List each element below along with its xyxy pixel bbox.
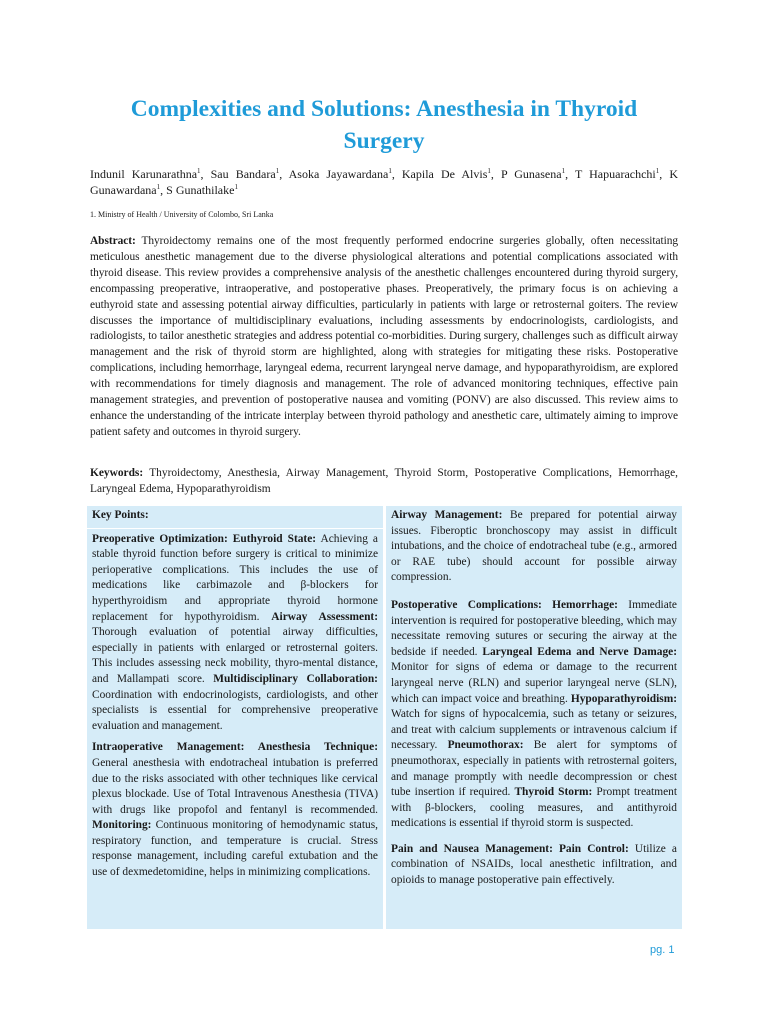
- affiliation: 1. Ministry of Health / University of Colombo, Sri Lanka: [90, 210, 274, 219]
- key-point-text: Thorough evaluation of potential airway difficulties, especially in patients with enlarged or retrosternal goiters. This includes assessing neck mobility, thyro-mental distance, and Mallampati score.: [92, 626, 378, 685]
- key-point-pain-nausea: [391, 842, 677, 889]
- keywords-text: Thyroidectomy, Anesthesia, Airway Management, Thyroid Storm, Postoperative Complications, Hemorrhage, Laryngeal Edema, Hypoparathyroidism: [90, 467, 678, 495]
- key-point-heading: Pneumothorax:: [447, 739, 524, 752]
- key-point-heading: Laryngeal Edema and Nerve Damage:: [482, 645, 677, 658]
- author-list: Indunil Karunarathna$^1$, Sau Bandara$^1$, Asoka Jayawardana$^1$, Kapila De Alvis$^1$, P Gunasena$^1$, T Hapuarachchi$^1$, K Gunawardana$^1$, S Gunathilake$^1$: [90, 167, 679, 197]
- author-name: Sau Bandara: [210, 167, 276, 181]
- keywords: [90, 466, 678, 497]
- key-point-text: Be prepared for potential airway issues. Fiberoptic bronchoscopy may assist in difficult intubations, and the choice of endotracheal tube (e.g., armored or RAE tube) should account for possible airway compression.: [391, 509, 677, 584]
- author-affiliation-marker: 1: [655, 167, 660, 175]
- keywords-label: Keywords:: [90, 467, 144, 479]
- key-point-text: Be alert for symptoms of pneumothorax, especially in patients with retrosternal goiters, and manage promptly with needle decompression or chest tube insertion if required.: [391, 739, 677, 799]
- key-point-heading: Postoperative Complications: Hemorrhage:: [391, 598, 618, 611]
- key-point-text: Coordination with endocrinologists, cardiologists, and other specialists is essential for comprehensive preoperative evaluation and management.: [92, 688, 378, 732]
- key-points-right-column: [386, 506, 682, 929]
- key-point-heading: Pain and Nausea Management: Pain Control:: [391, 842, 629, 855]
- key-points-header: [87, 506, 383, 529]
- author-affiliation-marker: 1: [561, 167, 566, 175]
- key-point-heading: Multidisciplinary Collaboration:: [213, 672, 378, 685]
- author-affiliation-marker: 1: [234, 183, 238, 191]
- author-name: Asoka Jayawardana: [288, 167, 389, 181]
- key-point-text: Achieving a stable thyroid function before surgery is critical to minimize perioperative complications. This includes the use of medications like carbimazole and β-blockers for hyperthyroidism and appropriate thyroid hormone replacement for hypothyroidism.: [92, 532, 378, 623]
- key-point-postoperative: [391, 598, 677, 832]
- author-affiliation-marker: 1: [197, 167, 201, 175]
- author-affiliation-marker: 1: [487, 167, 491, 175]
- key-point-text: Immediate intervention is required for postoperative bleeding, which may necessitate removing sutures or securing the airway at the bedside if needed.: [391, 598, 677, 658]
- author-name: S Gunathilake: [166, 183, 235, 197]
- key-point-heading: Hypoparathyroidism:: [570, 692, 677, 705]
- key-point-heading: Thyroid Storm:: [514, 786, 593, 799]
- key-point-text: Continuous monitoring of hemodynamic status, respiratory function, and temperature is crucial. Stress response management, including careful extubation and the use of dexmedetomidine, helps in minimizing complications.: [92, 819, 378, 879]
- author-name: Indunil Karunarathna: [90, 167, 198, 181]
- author-name: K Gunawardana: [90, 167, 679, 197]
- author-affiliation-marker: 1: [388, 167, 392, 175]
- author-affiliation-marker: 1: [156, 183, 161, 191]
- key-point-text: Prompt treatment with β-blockers, cooling measures, and antithyroid medications is essential if thyroid storm is suspected.: [391, 786, 677, 830]
- author-affiliation-marker: 1: [275, 167, 280, 175]
- paper-title: Complexities and Solutions: Anesthesia in Thyroid Surgery: [130, 96, 638, 154]
- key-point-heading: Intraoperative Management: Anesthesia Technique:: [92, 741, 378, 754]
- key-point-heading: Monitoring:: [92, 819, 152, 832]
- key-points-header-label: Key Points:: [92, 509, 149, 521]
- key-point-text: Monitor for signs of edema or damage to the recurrent laryngeal nerve (RLN) and superior laryngeal nerve (SLN), which can impact voice and breathing.: [391, 661, 677, 705]
- author-name: T Hapuarachchi: [574, 167, 656, 181]
- key-point-intraoperative: [92, 740, 378, 880]
- key-point-heading: Airway Management:: [391, 509, 503, 521]
- key-point-airway-management: [391, 508, 677, 586]
- page-number: pg. 1: [650, 944, 675, 956]
- key-points-left-column: [87, 506, 383, 929]
- author-name: Kapila De Alvis: [401, 167, 488, 181]
- key-point-heading: Airway Assessment:: [271, 610, 378, 623]
- abstract: [90, 234, 678, 441]
- abstract-text: Thyroidectomy remains one of the most frequently performed endocrine surgeries globally, often necessitating meticulous anesthetic management due to the diverse physiological alterations and potential complications associated with thyroid disease. This review provides a comprehensive analysis of the anesthetic challenges encountered during thyroid surgery, encompassing preoperative, intraoperative, and postoperative phases. Preoperatively, the primary focus is on achieving a euthyroid state and assessing potential airway difficulties, particularly in patients with large or retrosternal goiters. The review discusses the importance of multidisciplinary evaluations, including assessments by endocrinologists, cardiologists, and radiologists, to tailor anesthetic strategies and address potential co-morbidities. During surgery, challenges such as difficult airway management and the risk of thyroid storm are highlighted, along with strategies for mitigating these risks. Postoperative complications, including hemorrhage, laryngeal edema, recurrent laryngeal nerve damage, and hypoparathyroidism, are explored with recommendations for timely diagnosis and management. The role of advanced monitoring techniques, effective pain management strategies, and prevention of postoperative nausea and vomiting (PONV) are also discussed. This review aims to enhance the understanding of the intricate interplay between thyroid pathology and anesthetic care, ultimately aiming to improve patient safety and outcomes in thyroid surgery.: [90, 235, 678, 438]
- key-point-heading: Preoperative Optimization: Euthyroid State:: [92, 532, 317, 545]
- key-point-text: General anesthesia with endotracheal intubation is preferred due to the risks associated with other techniques like cervical plexus blockade. Use of Total Intravenous Anesthesia (TIVA) with drugs like propofol and fentanyl is recommended.: [92, 756, 378, 816]
- key-point-text: Utilize a combination of NSAIDs, local anesthetic infiltration, and opioids to manage postoperative pain effectively.: [391, 842, 677, 887]
- author-name: P Gunasena: [500, 167, 562, 181]
- key-point-preoperative: [92, 532, 378, 735]
- abstract-label: Abstract:: [90, 235, 136, 247]
- key-point-text: Watch for signs of hypocalcemia, such as tetany or seizures, and treat with calcium supplements or intravenous calcium if necessary.: [391, 708, 677, 752]
